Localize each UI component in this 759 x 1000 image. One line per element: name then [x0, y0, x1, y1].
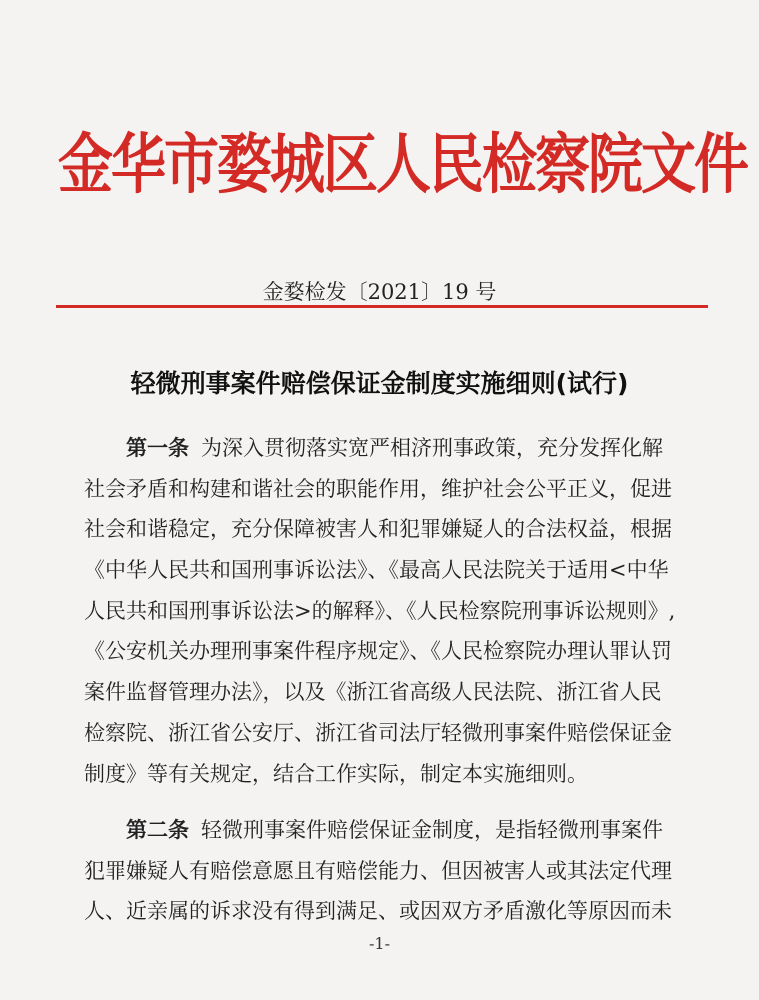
paragraph-line	[84, 810, 696, 851]
article-2	[84, 810, 696, 932]
issuer-title: 金华市婺城区人民检察院文件	[58, 126, 748, 202]
paragraph-line	[84, 428, 696, 469]
paragraph-line: 人民共和国刑事诉讼法>的解释》、《人民检察院刑事诉讼规则》,	[84, 598, 676, 623]
paragraph-line: 《公安机关办理刑事案件程序规定》、《人民检察院办理认罪认罚	[84, 639, 672, 664]
paragraph-line: 社会和谐稳定，充分保障被害人和犯罪嫌疑人的合法权益，根据	[84, 517, 672, 542]
article-text: 轻微刑事案件赔偿保证金制度，是指轻微刑事案件	[201, 818, 663, 842]
paragraph-line: 制度》等有关规定，结合工作实际，制定本实施细则。	[84, 761, 588, 786]
article-label: 第一条	[126, 436, 189, 460]
paragraph-line: 检察院、浙江省公安厅、浙江省司法厅轻微刑事案件赔偿保证金	[84, 720, 672, 745]
paragraph-line: 犯罪嫌疑人有赔偿意愿且有赔偿能力、但因被害人或其法定代理	[84, 858, 672, 883]
article-text: 为深入贯彻落实宽严相济刑事政策，充分发挥化解	[201, 436, 663, 460]
paragraph-line: 社会矛盾和构建和谐社会的职能作用，维护社会公平正义，促进	[84, 476, 672, 501]
paragraph-line: 《中华人民共和国刑事诉讼法》、《最高人民法院关于适用<中华	[84, 558, 669, 583]
document-title: 轻微刑事案件赔偿保证金制度实施细则(试行)	[130, 369, 629, 398]
page-number: -1-	[369, 934, 390, 953]
paragraph-line: 人、近亲属的诉求没有得到满足、或因双方矛盾激化等原因而未	[84, 899, 672, 924]
red-divider	[56, 305, 708, 308]
paragraph-line: 案件监督管理办法》，以及《浙江省高级人民法院、浙江省人民	[84, 680, 662, 705]
document-number: 金婺检发〔2021〕19 号	[262, 280, 497, 304]
article-label: 第二条	[126, 818, 189, 842]
article-1	[84, 428, 696, 794]
